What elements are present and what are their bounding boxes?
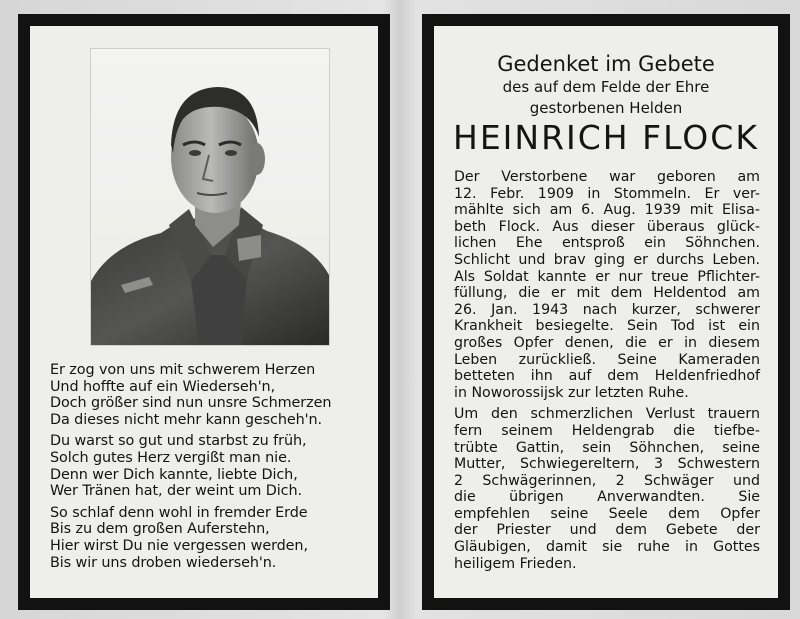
- bio-line: Als Soldat kannte er nur treue Pflichter-: [454, 268, 760, 285]
- bio-line: 12. Febr. 1909 in Stommeln. Er ver-: [454, 185, 760, 202]
- poem-line: Da dieses nicht mehr kann gescheh'n.: [50, 411, 322, 428]
- portrait-photo: [90, 48, 330, 346]
- heading-field-of-honor: des auf dem Felde der Ehre: [502, 78, 710, 96]
- bio-line: Mutter, Schwiegereltern, 3 Schwestern: [454, 456, 760, 473]
- bio-line: der Priester und dem Gebete der: [454, 522, 760, 539]
- poem-line: Bis wir uns droben wiederseh'n.: [50, 554, 277, 571]
- bio-line: in Noworossijsk zur letzten Ruhe.: [454, 384, 689, 401]
- right-card-panel: [434, 26, 778, 598]
- bio-line: heiligem Frieden.: [454, 555, 577, 572]
- bio-line: lichen Ehe entsproß ein Söhnchen.: [454, 235, 760, 252]
- poem-line: Er zog von uns mit schwerem Herzen: [50, 362, 316, 378]
- biography-text: [454, 169, 760, 577]
- bio-line: die übrigen Anverwandten. Sie: [454, 489, 760, 506]
- right-card-border: [422, 14, 790, 610]
- poem-stanza-1: [50, 362, 382, 428]
- bio-line: 2 Schwägerinnen, 2 Schwäger und: [454, 472, 760, 489]
- biography-paragraph-2: [454, 406, 760, 572]
- bio-line: 26. Jan. 1943 nach kurzer, schwerer: [454, 301, 760, 318]
- left-card-border: [18, 14, 390, 610]
- poem-line: Du warst so gut und starbst zu früh,: [50, 433, 307, 450]
- bio-line: betteten ihn auf dem Heldenfriedhof: [454, 368, 760, 385]
- bio-line: Gläubigen, damit sie ruhe in Gottes: [454, 539, 760, 556]
- bio-line: mählte sich am 6. Aug. 1939 mit Elisa-: [454, 202, 760, 219]
- bio-line: beth Flock. Aus dieser überaus glück-: [454, 218, 760, 235]
- bio-line: fern seinem Heldengrab die tiefbe-: [454, 422, 760, 439]
- bio-line: Um den schmerzlichen Verlust trauern: [454, 406, 760, 423]
- bio-line: Schlicht und brav ging er durchs Leben.: [454, 251, 760, 268]
- poem-line: Denn wer Dich kannte, liebte Dich,: [50, 466, 298, 483]
- memorial-poem: [50, 362, 382, 576]
- bio-line: großes Opfer denen, die er in diesem: [454, 334, 760, 351]
- deceased-name: HEINRICH FLOCK: [453, 118, 759, 157]
- poem-line: Wer Tränen hat, der weint um Dich.: [50, 483, 302, 500]
- bio-line: füllung, die er mit dem Heldentod am: [454, 285, 760, 302]
- bio-line: Der Verstorbene war geboren am: [454, 169, 760, 185]
- heading-remember-in-prayer: Gedenket im Gebete: [497, 52, 715, 76]
- left-card-panel: [30, 26, 378, 598]
- poem-stanza-3: [50, 505, 382, 571]
- bio-line: trübte Gattin, sein Söhnchen, seine: [454, 439, 760, 456]
- bio-line: empfehlen seine Seele dem Opfer: [454, 505, 760, 522]
- poem-line: So schlaf denn wohl in fremder Erde: [50, 504, 308, 521]
- poem-stanza-2: [50, 433, 382, 499]
- heading-fallen-heroes: gestorbenen Helden: [529, 99, 683, 117]
- soldier-portrait-image: [91, 49, 329, 345]
- bio-line: Leben zurückließ. Seine Kameraden: [454, 351, 760, 368]
- biography-paragraph-1: [454, 169, 760, 401]
- poem-line: Solch gutes Herz vergißt man nie.: [50, 449, 292, 466]
- poem-line: Doch größer sind nun unsre Schmerzen: [50, 395, 332, 412]
- poem-line: Und hoffte auf ein Wiederseh'n,: [50, 378, 276, 395]
- bio-line: Krankheit besiegelte. Sein Tod ist ein: [454, 318, 760, 335]
- poem-line: Hier wirst Du nie vergessen werden,: [50, 537, 308, 554]
- poem-line: Bis zu dem großen Auferstehn,: [50, 521, 270, 538]
